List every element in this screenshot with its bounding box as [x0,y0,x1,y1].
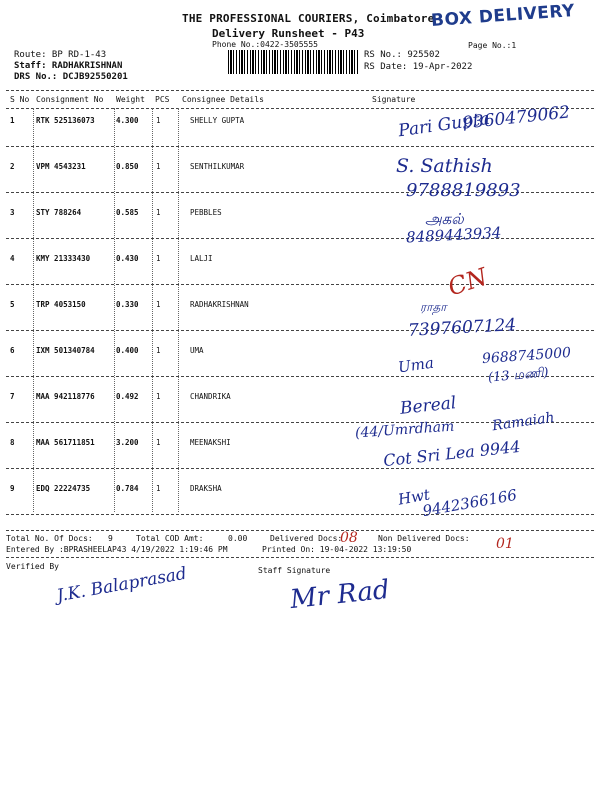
row-sno: 4 [10,254,15,263]
row-sno: 8 [10,438,15,447]
row-pcs: 1 [156,254,161,263]
row-weight: 0.400 [116,346,139,355]
box-delivery-stamp: BOX DELIVERY [430,1,576,31]
handwritten-cn-mark: CN [444,262,491,302]
delivered-count: 08 [340,530,358,546]
handwritten-line-8: Cot Sri Lea 9944 [382,436,522,471]
runsheet-title: Delivery Runsheet - P43 [212,27,365,40]
handwritten-tamil-6: (13 மணி) [487,365,550,386]
printed-on: Printed On: 19-04-2022 13:19:50 [262,545,412,554]
row-weight: 0.585 [116,208,139,217]
total-docs-value: 9 [108,534,113,543]
handwritten-phone-1: 9360479062 [461,102,571,134]
rs-number: RS No.: 925502 [364,50,440,60]
row-pcs: 1 [156,392,161,401]
row-consignment: MAA 942118776 [36,392,95,401]
col-pcs: PCS [155,95,170,104]
row-consignee: PEBBLES [190,208,222,217]
phone-number: Phone No.:0422-3505555 [212,40,318,49]
row-consignment: RTK 525136073 [36,116,95,125]
handwritten-phone-9: 9442366166 [421,485,519,521]
row-separator [6,238,594,239]
row-sno: 9 [10,484,15,493]
non-delivered-label: Non Delivered Docs: [378,534,470,543]
rs-date: RS Date: 19-Apr-2022 [364,62,473,72]
row-pcs: 1 [156,162,161,171]
row-consignee: SHELLY GUPTA [190,116,245,125]
row-pcs: 1 [156,346,161,355]
row-pcs: 1 [156,438,161,447]
row-consignment: TRP 4053150 [36,300,86,309]
handwritten-phone-5: 7397607124 [407,315,517,341]
row-separator [6,284,594,285]
delivered-label: Delivered Docs: [270,534,343,543]
row-pcs: 1 [156,300,161,309]
row-consignment: VPM 4543231 [36,162,86,171]
handwritten-signature-2: S. Sathish [396,155,493,177]
row-weight: 0.430 [116,254,139,263]
row-consignee: UMA [190,346,204,355]
row-pcs: 1 [156,208,161,217]
barcode [228,50,360,74]
entered-by: Entered By :BPRASHEELAP43 4/19/2022 1:19:46 PM [6,545,228,554]
handwritten-signature-8: Ramaiah [491,409,556,435]
staff-signature: Mr Rad [288,574,391,616]
row-sno: 1 [10,116,15,125]
row-weight: 0.850 [116,162,139,171]
handwritten-phone-3: 8489443934 [405,223,502,247]
row-consignment: KMY 21333430 [36,254,91,263]
page-number: Page No.:1 [468,41,517,50]
staff-signature-label: Staff Signature [258,566,331,575]
total-docs-label: Total No. Of Docs: [6,534,93,543]
row-consignee: DRAKSHA [190,484,222,493]
row-sno: 5 [10,300,15,309]
row-consignee: CHANDRIKA [190,392,231,401]
handwritten-phone-2: 9788819893 [406,180,521,201]
handwritten-signature-9: Hwt [396,485,432,509]
handwritten-phone-6: 9688745000 [481,344,572,368]
row-separator [6,468,594,469]
row-sno: 2 [10,162,15,171]
drs-number: DRS No.: DCJB92550201 [14,72,128,82]
row-weight: 0.784 [116,484,139,493]
handwritten-signature-7: Bereal [399,393,458,419]
row-consignee: LALJI [190,254,213,263]
verified-by-label: Verified By [6,562,59,571]
col-signature: Signature [372,95,416,104]
row-weight: 4.300 [116,116,139,125]
row-separator [6,146,594,147]
row-sno: 7 [10,392,15,401]
row-consignment: STY 788264 [36,208,82,217]
handwritten-tamil-5: ராதா [420,300,447,314]
row-pcs: 1 [156,116,161,125]
row-consignee: SENTHILKUMAR [190,162,245,171]
handwritten-tamil-3: அகல் [425,210,464,228]
row-sno: 3 [10,208,15,217]
row-consignment: MAA 561711851 [36,438,95,447]
row-consignee: RADHAKRISHNAN [190,300,249,309]
cod-label: Total COD Amt: [136,534,204,543]
col-consignee: Consignee Details [182,95,264,104]
handwritten-name-8: (44/Umrdham [354,418,455,442]
col-weight: Weight [116,95,145,104]
row-weight: 0.330 [116,300,139,309]
cod-value: 0.00 [228,534,248,543]
col-sno: S No [10,95,30,104]
row-consignment: EDQ 22224735 [36,484,91,493]
non-delivered-count: 01 [496,536,514,552]
handwritten-signature-6: Uma [396,353,435,377]
staff: Staff: RADHAKRISHNAN [14,61,123,71]
row-weight: 0.492 [116,392,139,401]
row-sno: 6 [10,346,15,355]
row-separator [6,514,594,515]
handwritten-signature-1: Pari Gupta [397,108,492,142]
verified-signature: J.K. Balaprasad [55,563,189,607]
row-consignee: MEENAKSHI [190,438,231,447]
row-pcs: 1 [156,484,161,493]
row-consignment: IXM 501340784 [36,346,95,355]
route: Route: BP RD-1-43 [14,50,107,60]
col-consignment: Consignment No [36,95,104,104]
company-name: THE PROFESSIONAL COURIERS, Coimbatore [182,12,435,25]
row-weight: 3.200 [116,438,139,447]
